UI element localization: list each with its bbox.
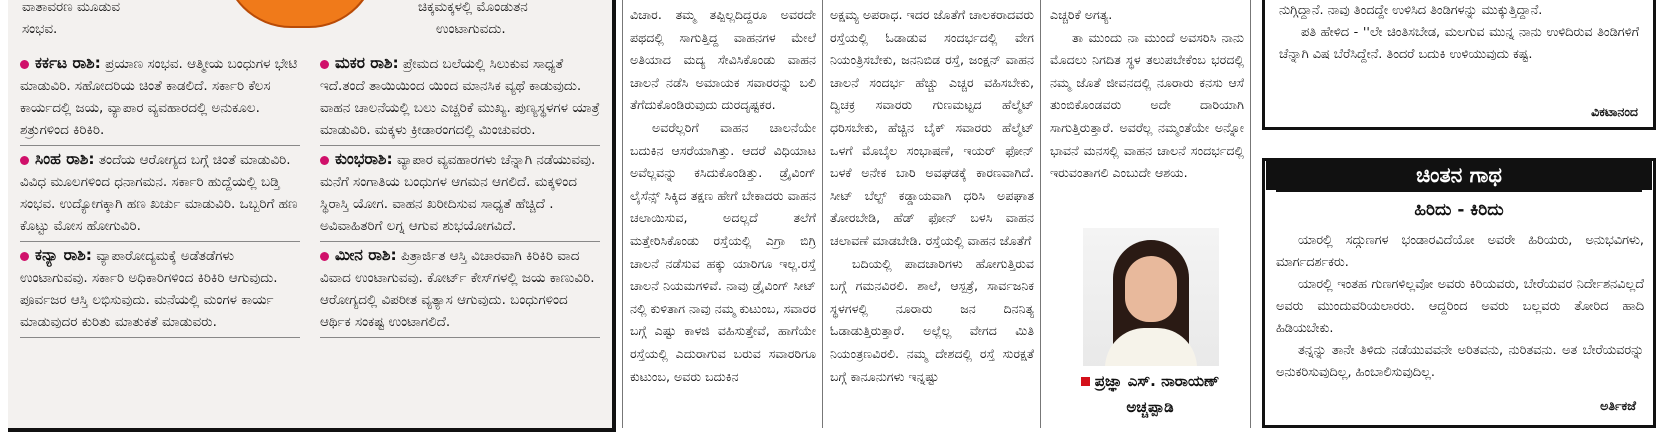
zodiac-entry (320, 242, 600, 338)
zodiac-name: ಸಿಂಹ ರಾಶಿ: (35, 150, 95, 168)
zodiac-text: ಪ್ರೇಮದ ಬಲೆಯಲ್ಲಿ ಸಿಲುಕುವ ಸಾಧ್ಯತೆ ಇದೆ.ತಂದೆ ತಾಯಿಯಿಂದ ಯಿಂದ ಮಾನಸಿಕ ವ್ಯಥೆ ಕಾಡುವುದು. ವಾಹನ ಚಾಲನೆಯಲ್ಲಿ ಬಲು ಎಚ್ಚರಿಕೆ ಮುಖ್ಯ. ಪುಣ್ಯಸ್ಥಳಗಳ ಯಾತ್ರೆ ಮಾಡುವಿರಿ. ಮಕ್ಕಳು ಕ್ರೀಡಾರಂಗದಲ್ಲಿ ಮಿಂಚುವರು. (320, 56, 600, 138)
zodiac-name: ಕರ್ಕಟ ರಾಶಿ: (35, 54, 101, 72)
zodiac-name: ಮಕರ ರಾಶಿ: (335, 54, 399, 72)
bullet-icon (20, 60, 29, 69)
bullet-icon (20, 156, 29, 165)
humor-line: ನುಗ್ಗಿದ್ದಾನೆ. ನಾವು ತಿಂದದ್ದೇ ಉಳಿಸಿದ ತಿಂಡಿಗಳನ್ನು ಮುಕ್ಕುತ್ತಿದ್ದಾನೆ. (1279, 3, 1543, 18)
column-rule (1040, 0, 1041, 428)
bullet-icon (20, 252, 29, 261)
thought-signature: ಅರ್ತಿಕಜೆ (1600, 398, 1636, 413)
column-rule (1250, 0, 1251, 428)
carry-line: ಉಂಟಾಗುವದು. (436, 21, 506, 37)
article-column-1 (630, 4, 816, 388)
thought-paragraph: ಯಾರಲ್ಲಿ ಸದ್ಗುಣಗಳ ಭಂಡಾರವಿದೆಯೋ ಅವರೇ ಹಿರಿಯರು, ಅನುಭವಿಗಳು, ಮಾರ್ಗದರ್ಶಕರು. (1276, 233, 1644, 270)
zodiac-entry (20, 242, 300, 338)
zodiac-entry (20, 146, 300, 242)
article-column-3 (1050, 4, 1244, 185)
zodiac-name: ಮೀನ ರಾಶಿ: (335, 246, 397, 264)
article-paragraph: ತಾ ಮುಂದು ನಾ ಮುಂದೆ ಅವಸರಿಸಿ ನಾನು ಮೊದಲು ನಿಗದಿತ ಸ್ಥಳ ತಲುಪಬೇಕೆಂಬ ಭರದಲ್ಲಿ ನಮ್ಮ ಜೊತೆ ಜೀವನದಲ್ಲಿ ನೂರಾರು ಕನಸು ಆಸೆ ತುಂಬಿಕೊಂಡವರು ಅದೇ ದಾರಿಯಾಗಿ ಸಾಗುತ್ತಿರುತ್ತಾರೆ. ಅವರೆಲ್ಲ ನಮ್ಮಂತೆಯೇ ಅನ್ನೋ ಭಾವನೆ ಮನಸಲ್ಲಿ ವಾಹನ ಚಾಲನೆ ಸಂದರ್ಭದಲ್ಲಿ ಇರುವಂತಾಗಲಿ ಎಂಬುದೇ ಆಶಯ. (1050, 29, 1244, 181)
zodiac-entry (20, 50, 300, 146)
bullet-icon (320, 252, 329, 261)
zodiac-text: ವ್ಯಾಪಾರೋದ್ಯಮಕ್ಕೆ ಅಡೆತಡೆಗಳು ಉಂಟಾಗುವವು. ಸರ್ಕಾರಿ ಅಧಿಕಾರಿಗಳಿಂದ ಕಿರಿಕಿರಿ ಆಗುವುದು. ಪೂರ್ವಜರ ಆಸ್ತಿ ಲಭಿಸುವುದು. ಮನೆಯಲ್ಲಿ ಮಂಗಳ ಕಾರ್ಯ ಮಾಡುವುದರ ಕುರಿತು ಮಾತುಕತೆ ಮಾಡುವರು. (20, 248, 278, 330)
zodiac-entry (320, 146, 600, 242)
sun-emblem-icon (223, 0, 377, 28)
horoscope-panel (8, 0, 616, 432)
zodiac-text: ವ್ಯಾಪಾರ ವ್ಯವಹಾರಗಳು ಚೆನ್ನಾಗಿ ನಡೆಯುವವು. ಮನೆಗೆ ಸಂಗಾತಿಯ ಬಂಧುಗಳ ಆಗಮನ ಆಗಲಿದೆ. ಮಕ್ಕಳಿಂದ ಸ್ಥಿರಾಸ್ತಿ ಯೋಗ. ವಾಹನ ಖರೀದಿಸುವ ಸಾಧ್ಯತೆ ಹೆಚ್ಚಿದೆ . ಅವಿವಾಹಿತರಿಗೆ ಲಗ್ನ ಆಗುವ ಶುಭಯೋಗವಿದೆ. (320, 152, 596, 234)
zodiac-entry (320, 50, 600, 146)
column-rule (622, 0, 623, 428)
author-place: ಅಚ್ಚಪ್ಪಾಡಿ (1126, 398, 1174, 416)
zodiac-name: ಕುಂಭರಾಶಿ: (335, 150, 393, 168)
author-photo (1083, 228, 1219, 366)
horoscope-carry-left (22, 0, 120, 40)
article-paragraph: ಅವರೆಲ್ಲರಿಗೆ ವಾಹನ ಚಾಲನೆಯೇ ಬದುಕಿನ ಆಸರೆಯಾಗಿತ್ತು. ಆದರೆ ವಿಧಿಯಾಟ ಅವೆಲ್ಲವನ್ನು ಕಸಿದುಕೊಂಡಿತ್ತು. ಡ್ರೈವಿಂಗ್ ಲೈಸೆನ್ಸ್ ಸಿಕ್ಕಿದ ತಕ್ಷಣ ಹೇಗೆ ಬೇಕಾದರು ವಾಹನ ಚಲಾಯಿಸುವ, ಅದಲ್ಲದೆ ತಲೆಗೆ ಮತ್ತೇರಿಸಿಕೊಂಡು ರಸ್ತೆಯಲ್ಲಿ ಎಗ್ರಾ ಬಿಗ್ರಿ ಚಾಲನೆ ನಡೆಸುವ ಹಕ್ಕು ಯಾರಿಗೂ ಇಲ್ಲ.ರಸ್ತೆ ಚಾಲನೆ ನಿಯಮಗಳಿವೆ. ನಾವು ಡ್ರೈವಿಂಗ್ ಸೀಟ್ ನಲ್ಲಿ ಕುಳಿತಾಗ ನಾವು ನಮ್ಮ ಕುಟುಂಬ, ಸವಾರರ ಬಗ್ಗೆ ಎಷ್ಟು ಕಾಳಜಿ ವಹಿಸುತ್ತೇವೆ, ಹಾಗೆಯೇ ರಸ್ತೆಯಲ್ಲಿ ಎದುರಾಗುವ ಬರುವ ಸವಾರರಿಗೂ ಕುಟುಂಬ, ಅವರು ಬದುಕಿನ (630, 119, 816, 384)
author-name: ಪ್ರಜ್ಞಾ ಎಸ್. ನಾರಾಯಣ್ (1055, 372, 1245, 390)
article-paragraph: ವಿಚಾರ. ತಮ್ಮ ತಪ್ಪಿಲ್ಲದಿದ್ದರೂ ಅವರದೇ ಪಥದಲ್ಲಿ ಸಾಗುತ್ತಿದ್ದ ವಾಹನಗಳ ಮೇಲೆ ಅತಿಯಾದ ಮದ್ಯ ಸೇವಿಸಿಕೊಂಡು ವಾಹನ ಚಾಲನೆ ನಡೆಸಿ ಅಮಾಯಕ ಸವಾರರನ್ನು ಬಲಿ ತೆಗೆದುಕೊಂಡಿರುವುದು ದುರದೃಷ್ಟಕರ. (630, 7, 816, 113)
article-paragraph: ಅಕ್ಷಮ್ಯ ಅಪರಾಧ. ಇದರ ಜೊತೆಗೆ ಚಾಲಕರಾದವರು ರಸ್ತೆಯಲ್ಲಿ ಓಡಾಡುವ ಸಂದರ್ಭದಲ್ಲಿ ವೇಗ ನಿಯಂತ್ರಿಸಬೇಕು, ಜನನಿಬಿಡ ರಸ್ತೆ, ಜಂಕ್ಷನ್ ವಾಹನ ಚಾಲನೆ ಸಂದರ್ಭ ಹೆಚ್ಚು ಎಚ್ಚರ ವಹಿಸಬೇಕು, ದ್ವಿಚಕ್ರ ಸವಾರರು ಗುಣಮಟ್ಟದ ಹೆಲ್ಮೆಟ್ ಧರಿಸಬೇಕು, ಹೆಚ್ಚಿನ ಬೈಕ್ ಸವಾರರು ಹೆಲ್ಮೆಟ್ ಒಳಗೆ ಮೊಬೈಲ ಸಂಭಾಷಣೆ, ಇಯರ್ ಫೋನ್ ಬಳಕೆ ಅನೇಕ ಬಾರಿ ಅವಘಡಕ್ಕೆ ಕಾರಣವಾಗಿದೆ. ಸೀಟ್ ಬೆಲ್ಟ್ ಕಡ್ಡಾಯವಾಗಿ ಧರಿಸಿ ಅಪಘಾತ ತೋರಬೇಡಿ, ಹೆಡ್ ಫೋನ್ ಬಳಸಿ ವಾಹನ ಚಲಾವಣೆ ಮಾಡಬೇಡಿ. ರಸ್ತೆಯಲ್ಲಿ ವಾಹನ ಜೊತೆಗೆ (830, 7, 1034, 248)
column-rule (822, 0, 823, 428)
bullet-icon (320, 156, 329, 165)
zodiac-name: ಕನ್ಯಾ ರಾಶಿ: (35, 246, 92, 264)
article-paragraph: ಬದಿಯಲ್ಲಿ ಪಾದಚಾರಿಗಳು ಹೋಗುತ್ತಿರುವ ಬಗ್ಗೆ ಗಮನವಿರಲಿ. ಶಾಲೆ, ಆಸ್ಪತ್ರೆ, ಸಾರ್ವಜನಿಕ ಸ್ಥಳಗಳಲ್ಲಿ ನೂರಾರು ಜನ ದಿನನಿತ್ಯ ಓಡಾಡುತ್ತಿರುತ್ತಾರೆ. ಅಲ್ಲೆಲ್ಲ ವೇಗದ ಮಿತಿ ನಿಯಂತ್ರಣವಿರಲಿ. ನಮ್ಮ ದೇಶದಲ್ಲಿ ರಸ್ತೆ ಸುರಕ್ಷತೆ ಬಗ್ಗೆ ಕಾನೂನುಗಳು ಇನ್ನಷ್ಟು (830, 255, 1034, 384)
carry-line: ವಾತಾವರಣ ಮೂಡುವ (22, 0, 121, 15)
carry-line: ಸಂಭವ. (22, 21, 58, 37)
carry-line: ಚಿಕ್ಕಮಕ್ಕಳಲ್ಲಿ ಮೊಂಡುತನ (418, 0, 528, 15)
zodiac-text: ಪ್ರಯಾಣ ಸಂಭವ. ಆತ್ಮೀಯ ಬಂಧುಗಳ ಭೇಟಿ ಮಾಡುವಿರಿ. ಸಹೋದರಿಯ ಚಿಂತೆ ಕಾಡಲಿದೆ. ಸರ್ಕಾರಿ ಕೆಲಸ ಕಾರ್ಯದಲ್ಲಿ ಜಯ, ವ್ಯಾಪಾರ ವ್ಯವಹಾರದಲ್ಲಿ ಅನುಕೂಲ. ಶತ್ರುಗಳಿಂದ ಕಿರಿಕಿರಿ. (20, 56, 298, 138)
horoscope-right-column (320, 50, 600, 338)
zodiac-text: ಪಿತ್ರಾರ್ಜಿತ ಆಸ್ತಿ ವಿಚಾರವಾಗಿ ಕಿರಿಕಿರಿ ವಾದ ವಿವಾದ ಉಂಟಾಗುವವು. ಕೋರ್ಟ್ ಕೇಸ್‌ಗಳಲ್ಲಿ ಜಯ ಕಾಣುವಿರಿ. ಆರೋಗ್ಯದಲ್ಲಿ ವಿಪರೀತ ವ್ಯತ್ಯಾಸ ಆಗುವುದು. ಬಂಧುಗಳಿಂದ ಆರ್ಥಿಕ ಸಂಕಷ್ಟ ಉಂಟಾಗಲಿದೆ. (320, 248, 595, 330)
horoscope-top-strip (8, 0, 608, 42)
humor-signature: ವಿಕಟಾನಂದ (1591, 104, 1638, 119)
horoscope-left-column (20, 50, 300, 338)
article-column-2 (830, 4, 1034, 388)
humor-line: ಪತಿ ಹೇಳಿದ - ''ಲೇ ಚಿಂತಿಸಬೇಡ, ಮಲಗುವ ಮುನ್ನ ನಾನು ಉಳಿದಿರುವ ತಿಂಡಿಗಳಿಗೆ ಚೆನ್ನಾಗಿ ವಿಷ ಬೆರೆಸಿದ್ದೇನೆ. ತಿಂದರೆ ಬದುಕಿ ಉಳಿಯುವುದು ಕಷ್ಟ. (1279, 25, 1639, 62)
article-paragraph: ಎಚ್ಚರಿಕೆ ಅಗತ್ಯ. (1050, 7, 1113, 22)
thought-paragraph: ತನ್ನನ್ನು ತಾನೇ ತಿಳಿದು ನಡೆಯುವವನೇ ಅರಿತವನು, ನುರಿತವನು. ಅತ ಬೇರೆಯವರನ್ನು ಅನುಕರಿಸುವುದಿಲ್ಲ, ಹಿಂಬಾಲಿಸುವುದಿಲ್ಲ. (1276, 343, 1644, 380)
thought-box-title: ಚಿಂತನ ಗಾಥ (1276, 158, 1642, 192)
horoscope-carry-right (418, 0, 528, 40)
red-square-icon (1081, 377, 1090, 386)
thought-box-body (1276, 230, 1644, 384)
thought-paragraph: ಯಾರಲ್ಲಿ ಇಂತಹ ಗುಣಗಳಿಲ್ಲವೋ ಅವರು ಕಿರಿಯವರು, ಬೇರೆಯವರ ನಿರ್ದೇಶನವಿಲ್ಲದೆ ಅವರು ಮುಂದುವರಿಯಲಾರರು. ಆದ್ದರಿಂದ ಅವರು ಬಲ್ಲವರು ತೋರಿದ ಹಾದಿ ಹಿಡಿಯಬೇಕು. (1276, 277, 1644, 336)
zodiac-text: ತಂದೆಯ ಆರೋಗ್ಯದ ಬಗ್ಗೆ ಚಿಂತೆ ಮಾಡುವಿರಿ. ವಿವಿಧ ಮೂಲಗಳಿಂದ ಧನಾಗಮನ. ಸರ್ಕಾರಿ ಹುದ್ದೆಯಲ್ಲಿ ಬಡ್ತಿ ಸಂಭವ. ಉದ್ಯೋಗಕ್ಕಾಗಿ ಹಣ ಖರ್ಚು ಮಾಡುವಿರಿ. ಒಬ್ಬರಿಗೆ ಹಣ ಕೊಟ್ಟು ಮೋಸ ಹೋಗುವಿರಿ. (20, 152, 298, 234)
bullet-icon (320, 60, 329, 69)
thought-box-subtitle: ಹಿರಿದು - ಕಿರಿದು (1414, 200, 1504, 220)
